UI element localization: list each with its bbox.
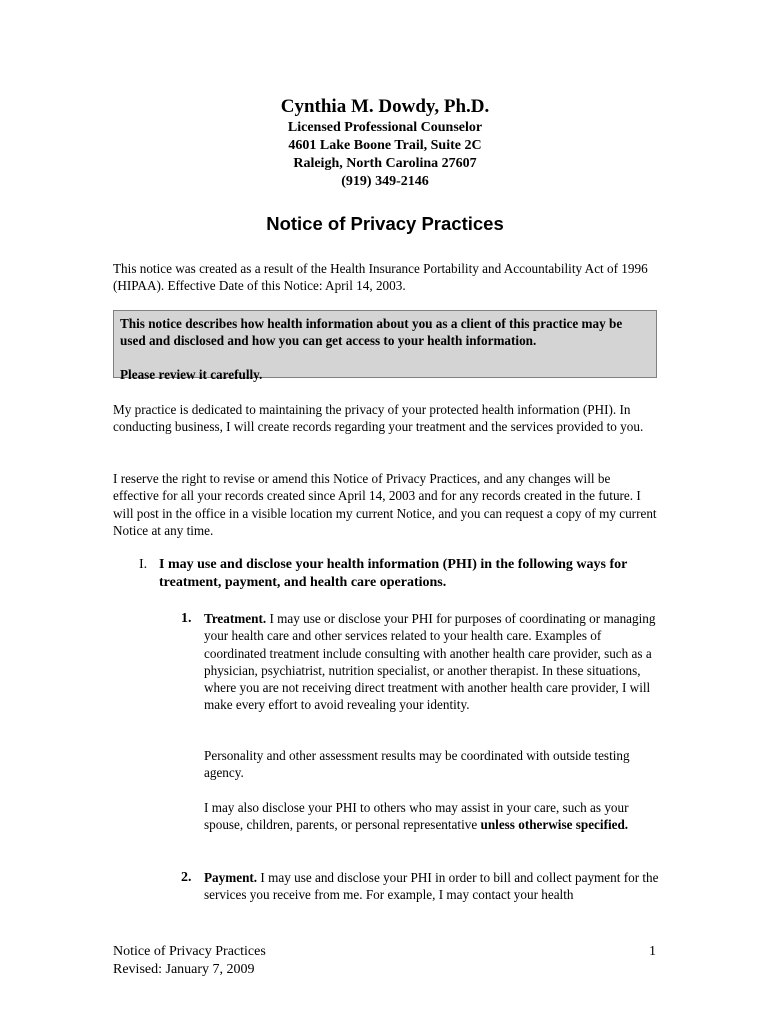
- notice-review-instruction: Please review it carefully.: [120, 367, 263, 382]
- street-address: 4601 Lake Boone Trail, Suite 2C: [288, 138, 482, 153]
- page-number: 1: [649, 944, 656, 959]
- city-state-zip: Raleigh, North Carolina 27607: [293, 156, 477, 171]
- item-text: I may use or disclose your PHI for purposes of coordinating or managing your health care and other services related to your health care. Examples of coordinated treatment include consulting with another health care provider, such as a physician, psychiatrist, nutrition specialist, or another therapist. In these situations, where you are not receiving direct treatment with another health care provider, I will make every effort to avoid revealing your identity.: [204, 611, 656, 713]
- phone-number: (919) 349-2146: [341, 174, 429, 189]
- list-item-treatment: [181, 610, 661, 714]
- disclosure-paragraph: [204, 799, 664, 834]
- disclosure-text: I may also disclose your PHI to others who may assist in your care, such as your spouse, children, parents, or personal representative: [204, 800, 629, 833]
- item-label: Treatment.: [204, 611, 267, 626]
- list-item-payment: [181, 869, 661, 904]
- item-label: Payment.: [204, 870, 258, 885]
- letterhead: [0, 95, 770, 191]
- revision-rights-paragraph: I reserve the right to revise or amend this Notice of Privacy Practices, and any changes will be effective for all your records created since April 14, 2003 and for any records created in the future. I will post in the office in a visible location my current Notice, and you can request a copy of my current Notice at any time.: [113, 471, 657, 538]
- credential: Licensed Professional Counselor: [287, 120, 483, 135]
- notice-description: This notice describes how health information about you as a client of this practice may be used and disclosed and how you can get access to your health information.: [120, 316, 623, 348]
- section-numeral: I.: [139, 557, 148, 572]
- assessment-paragraph: Personality and other assessment results may be coordinated with outside testing agency.: [204, 748, 630, 781]
- footer-revised-date: Revised: January 7, 2009: [113, 962, 255, 977]
- footer-doc-title: Notice of Privacy Practices: [113, 944, 266, 959]
- section-one-heading: [139, 556, 659, 592]
- page-title: Notice of Privacy Practices: [266, 213, 504, 234]
- disclosure-emphasis: unless otherwise specified.: [480, 817, 629, 833]
- privacy-dedication-paragraph: My practice is dedicated to maintaining the privacy of your protected health information (PHI). In conducting business, I will create records regarding your treatment and the services provided to you.: [113, 402, 644, 435]
- intro-paragraph: This notice was created as a result of the Health Insurance Portability and Accountability Act of 1996 (HIPAA). Effective Date of this Notice: April 14, 2003.: [113, 261, 648, 294]
- page-footer: [113, 943, 266, 979]
- item-number: 2.: [181, 870, 192, 885]
- item-text: I may use and disclose your PHI in order to bill and collect payment for the services you receive from me. For example, I may contact your health: [204, 870, 659, 903]
- notice-callout-box: [113, 310, 657, 382]
- section-heading-text: I may use and disclose your health information (PHI) in the following ways for treatment, payment, and health care operations.: [159, 557, 628, 590]
- practitioner-name: Cynthia M. Dowdy, Ph.D.: [280, 96, 490, 117]
- item-number: 1.: [181, 611, 192, 626]
